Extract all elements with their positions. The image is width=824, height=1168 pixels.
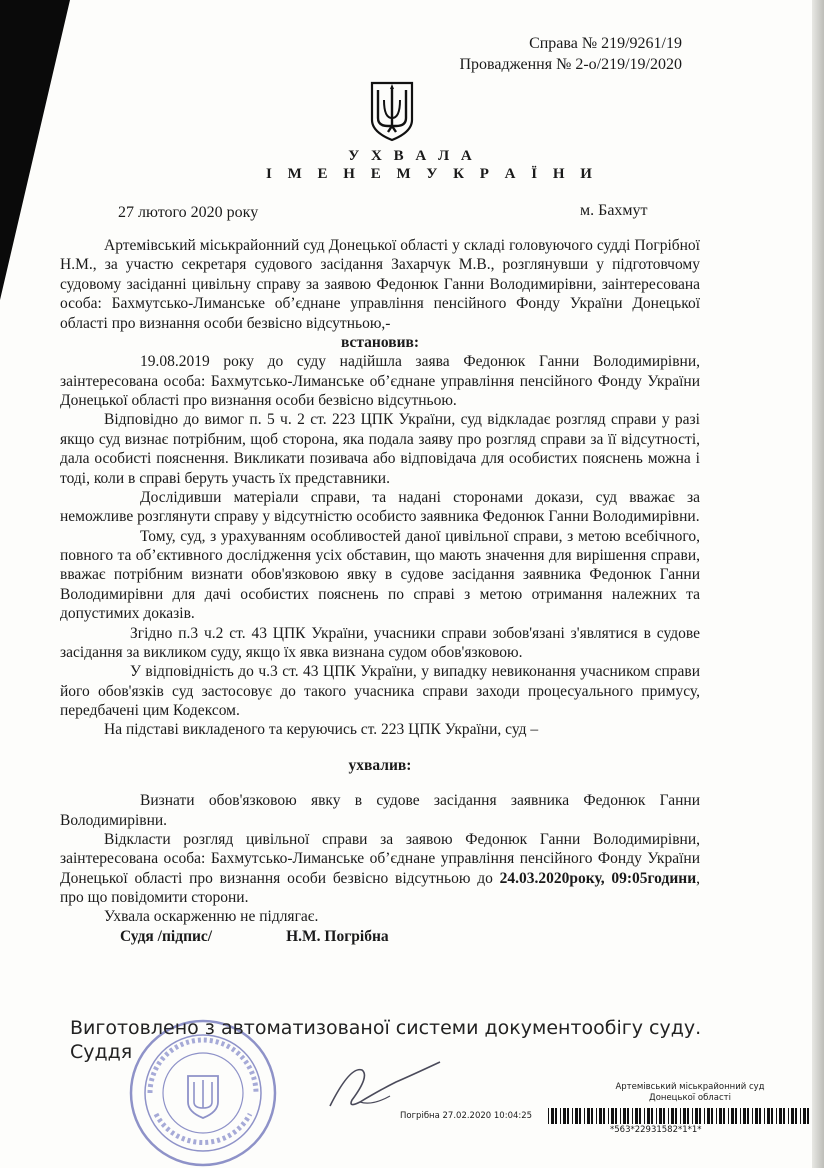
ruling-paragraph-3: Ухвала оскарженню не підлягає. <box>104 908 319 926</box>
judge-label: Суддя <box>70 1041 133 1064</box>
document-title <box>0 147 824 183</box>
document-body <box>60 236 700 946</box>
document-city: м. Бахмут <box>580 202 648 219</box>
proceeding-number: Провадження № 2-о/219/19/2020 <box>459 55 682 73</box>
ruled-heading: ухвалив: <box>348 756 412 774</box>
ruling-paragraph-2 <box>60 830 700 908</box>
court-name-block <box>570 1082 810 1105</box>
case-number: Справа № 219/9261/19 <box>529 35 682 52</box>
footer-note-block <box>70 1016 701 1065</box>
court-name-line-1: Артемівський міськрайонний суд <box>615 1082 765 1092</box>
title-ruling: У Х В А Л А <box>348 148 476 164</box>
established-paragraph-4: Тому, суд, з урахуванням особливостей даної цивільної справи, з метою всебічного, повного та об’єктивного дослідження усіх обставин, що мають значення для вирішення справи, вважає потрібним визнати обов'язковою явку в судове засідання заявника Федонюк Ганни Володимирівни для дачі особистих пояснень по справі з метою отримання належних та допустимих доказів. <box>60 527 700 623</box>
established-paragraph-3: Дослідивши матеріали справи, та надані сторонами докази, суд вважає за неможливе розглянути справу у відсутністю особисто заявника Федонюк Ганни Володимирівни. <box>60 488 700 526</box>
ruling-paragraph-1: Визнати обов'язковою явку в судове засідання заявника Федонюк Ганни Володимирівни. <box>60 792 700 829</box>
handwritten-signature-icon <box>300 1056 460 1116</box>
established-heading: встановив: <box>340 333 420 351</box>
signature-line <box>60 927 700 946</box>
trident-emblem-icon <box>368 80 416 142</box>
established-paragraph-6: У відповідність до ч.3 ст. 43 ЦПК України, у випадку невиконання учасником справи його обов'язків суд застосовує до такого учасника справи заходи процесуального примусу, передбачені цим Кодексом. <box>60 663 700 719</box>
signature-label: Судя /підпис/ <box>120 927 213 945</box>
intro-paragraph: Артемівський міськрайонний суд Донецької області у складі головуючого судді Погрібної Н.М., за участю секретаря судового засідання Захарчук М.В., розглянувши у підготовчому судовому засіданні цивільну справу за заявою Федонюк Ганни Володимирівни, заінтересована особа: Бахмутсько-Лиманське об’єднане управління пенсійного Фонду України Донецької області про визнання особи безвісно відсутньою,- <box>60 237 700 332</box>
established-paragraph-7: На підставі викладеного та керуючись ст. 223 ЦПК України, суд – <box>104 721 539 739</box>
document-date: 27 лютого 2020 року <box>118 204 259 221</box>
established-paragraph-2: Відповідно до вимог п. 5 ч. 2 ст. 223 ЦПК України, суд відкладає розгляд справи у разі якщо суд визнає потрібним, щоб сторона, яка подала заяву про розгляд справи за її відсутності, дала особисті пояснення. Викликати позивача або відповідача для особистих пояснень можна і тоді, коли в справі беруть участь їх представники. <box>60 411 700 487</box>
title-in-the-name-of-ukraine: І М Е Н Е М У К Р А Ї Н И <box>266 166 598 182</box>
established-paragraph-5: Згідно п.3 ч.2 ст. 43 ЦПК України, учасники справи зобов'язані з'являтися в судове засідання за викликом суду, якщо їх явка визнана судом обов'язковою. <box>60 624 700 661</box>
hearing-date: 24.03.2020року, 09:05години <box>499 869 697 887</box>
barcode-number: *563*22931582*1*1* <box>610 1125 702 1135</box>
barcode-icon <box>548 1108 810 1124</box>
ruling-paragraph-2-text: Відкласти розгляд цивільної справи за заявою Федонюк Ганни Володимирівни, заінтересована особа: Бахмутсько-Лиманське об’єднане управління пенсійного Фонду України Донецької області про визнання особи безвісно відсутньою до <box>60 830 700 887</box>
clerk-timestamp: Погрібна 27.02.2020 10:04:25 <box>400 1111 533 1121</box>
ruling-paragraph-2-tail: , про що повідомити сторони. <box>60 869 700 906</box>
judge-name: Н.М. Погрібна <box>286 927 389 945</box>
case-number-block <box>460 34 683 76</box>
court-name-line-2: Донецької області <box>649 1093 731 1104</box>
established-paragraph-1: 19.08.2019 року до суду надійшла заява Федонюк Ганни Володимирівни, заінтересована особа: Бахмутсько-Лиманське об’єднане управління пенсійного Фонду України Донецької області про визнання особи безвісно відсутньою. <box>60 353 700 409</box>
made-from-system-note: Виготовлено з автоматизованої системи документообігу суду. <box>70 1017 702 1039</box>
